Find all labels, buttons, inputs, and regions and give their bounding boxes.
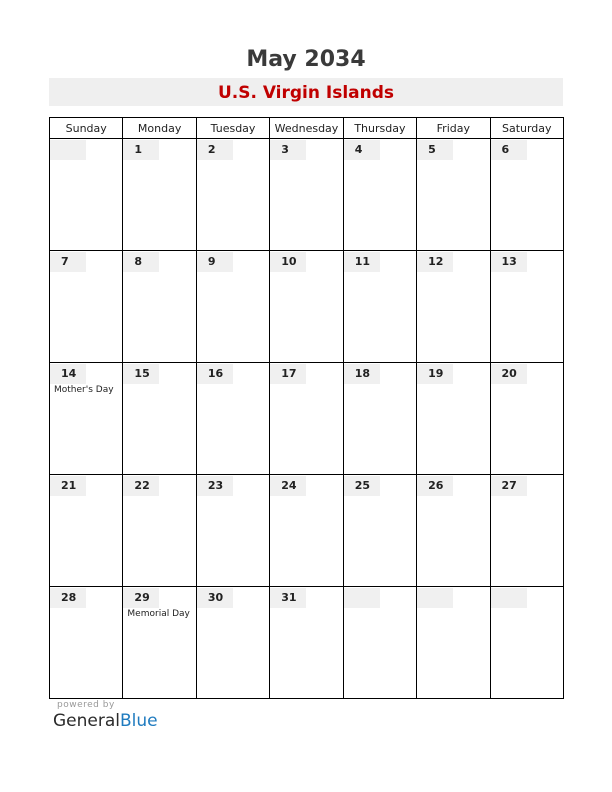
day-number: 20 <box>491 364 527 384</box>
country-banner <box>49 78 563 106</box>
day-number: 6 <box>491 140 527 160</box>
day-cell <box>270 475 343 587</box>
day-number: 21 <box>50 476 86 496</box>
holiday-label: Mother's Day <box>54 385 114 395</box>
day-cell <box>343 139 416 251</box>
day-cell <box>490 139 563 251</box>
day-number: 29 <box>123 588 159 608</box>
day-cell <box>343 587 416 699</box>
day-number: 5 <box>417 140 453 160</box>
week-row <box>50 475 564 587</box>
day-number: 28 <box>50 588 86 608</box>
day-number: 19 <box>417 364 453 384</box>
day-cell <box>123 587 196 699</box>
day-cell <box>50 363 123 475</box>
day-number: 12 <box>417 252 453 272</box>
day-number <box>50 140 86 160</box>
weekday-header: Thursday <box>343 118 416 139</box>
day-number: 3 <box>270 140 306 160</box>
day-number <box>417 588 453 608</box>
day-number: 2 <box>197 140 233 160</box>
day-cell <box>123 475 196 587</box>
day-number: 9 <box>197 252 233 272</box>
weekday-header: Friday <box>417 118 490 139</box>
day-cell <box>417 475 490 587</box>
day-number: 24 <box>270 476 306 496</box>
day-number: 30 <box>197 588 233 608</box>
country-name: U.S. Virgin Islands <box>217 83 395 103</box>
day-number: 15 <box>123 364 159 384</box>
day-number: 8 <box>123 252 159 272</box>
day-cell <box>123 139 196 251</box>
day-cell <box>123 251 196 363</box>
day-number: 23 <box>197 476 233 496</box>
day-cell <box>270 251 343 363</box>
holiday-label: Memorial Day <box>127 609 190 619</box>
day-number: 31 <box>270 588 306 608</box>
day-number: 22 <box>123 476 159 496</box>
generalblue-logo[interactable] <box>53 711 158 731</box>
day-cell <box>270 363 343 475</box>
day-number: 26 <box>417 476 453 496</box>
day-number: 14 <box>50 364 86 384</box>
day-number: 4 <box>344 140 380 160</box>
day-cell <box>343 363 416 475</box>
day-cell <box>417 363 490 475</box>
day-cell <box>490 587 563 699</box>
day-cell <box>196 139 269 251</box>
day-number <box>491 588 527 608</box>
weekday-header: Saturday <box>490 118 563 139</box>
day-cell <box>196 251 269 363</box>
day-cell <box>417 139 490 251</box>
day-cell <box>417 587 490 699</box>
day-cell <box>123 363 196 475</box>
day-number: 25 <box>344 476 380 496</box>
week-row <box>50 363 564 475</box>
day-cell <box>50 475 123 587</box>
calendar-title: May 2034 <box>246 47 366 72</box>
day-number: 17 <box>270 364 306 384</box>
day-cell <box>196 363 269 475</box>
day-cell <box>270 139 343 251</box>
day-number <box>344 588 380 608</box>
day-cell <box>50 587 123 699</box>
day-number: 27 <box>491 476 527 496</box>
logo-general-text: General <box>53 711 120 731</box>
day-cell <box>50 251 123 363</box>
logo-blue-text: Blue <box>120 711 158 731</box>
calendar-grid <box>49 117 564 699</box>
day-cell <box>490 251 563 363</box>
day-cell <box>343 251 416 363</box>
week-row <box>50 139 564 251</box>
day-number: 7 <box>50 252 86 272</box>
day-number: 11 <box>344 252 380 272</box>
weekday-header-row <box>50 118 564 139</box>
weekday-header: Tuesday <box>196 118 269 139</box>
day-number: 16 <box>197 364 233 384</box>
day-cell <box>490 363 563 475</box>
day-cell <box>270 587 343 699</box>
day-number: 10 <box>270 252 306 272</box>
day-cell <box>196 587 269 699</box>
weekday-header: Wednesday <box>270 118 343 139</box>
week-row <box>50 587 564 699</box>
day-cell <box>343 475 416 587</box>
day-number: 13 <box>491 252 527 272</box>
day-number: 18 <box>344 364 380 384</box>
day-cell <box>50 139 123 251</box>
day-cell <box>417 251 490 363</box>
powered-by-text: powered by <box>57 700 115 710</box>
day-cell <box>196 475 269 587</box>
weekday-header: Sunday <box>50 118 123 139</box>
weekday-header: Monday <box>123 118 196 139</box>
day-cell <box>490 475 563 587</box>
week-row <box>50 251 564 363</box>
day-number: 1 <box>123 140 159 160</box>
